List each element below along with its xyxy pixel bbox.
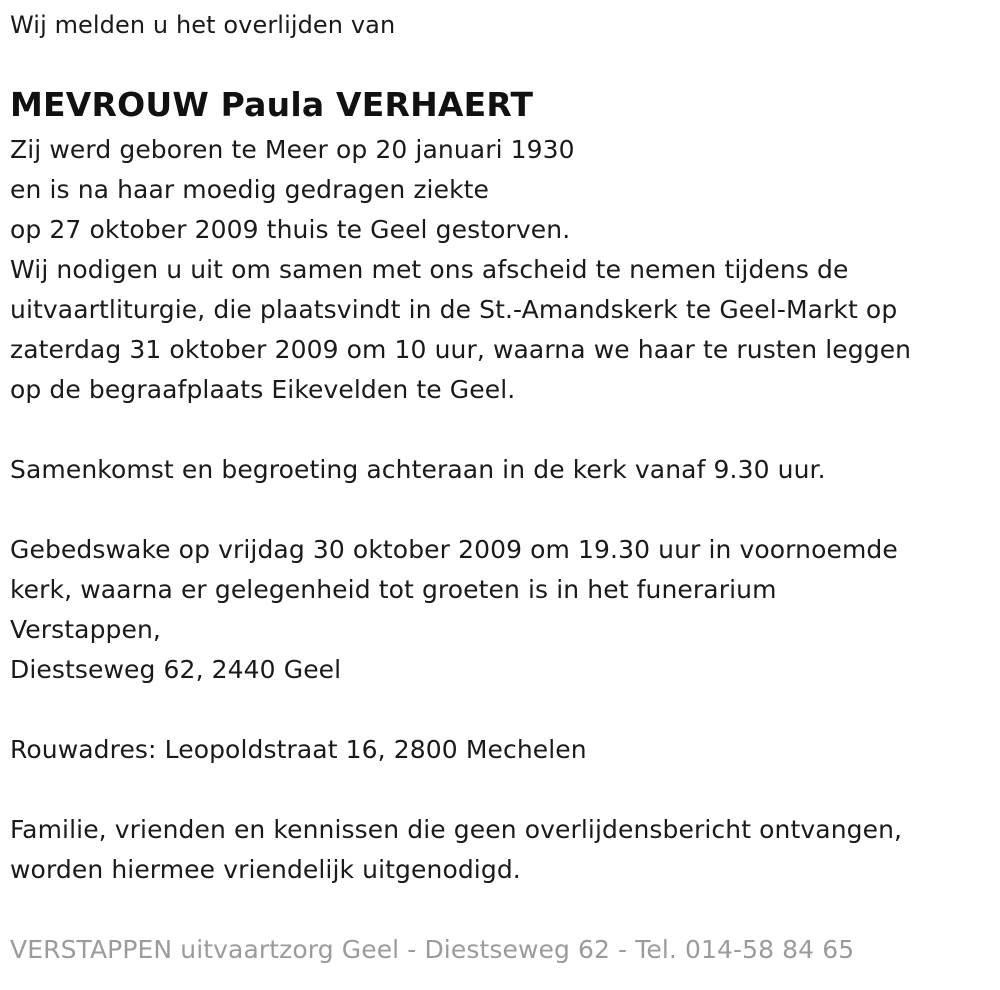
spacer [10, 490, 990, 530]
paragraph-line: Diestseweg 62, 2440 Geel [10, 655, 342, 684]
spacer [10, 890, 990, 930]
paragraph-line: kerk, waarna er gelegenheid tot groeten is in het funerarium [10, 575, 777, 604]
paragraph-line: worden hiermee vriendelijk uitgenodigd. [10, 855, 521, 884]
spacer [10, 690, 990, 730]
gathering-text: Samenkomst en begroeting achteraan in de kerk vanaf 9.30 uur. [10, 455, 826, 484]
funeral-home-footer: VERSTAPPEN uitvaartzorg Geel - Diestseweg 62 - Tel. 014-58 84 65 [10, 935, 855, 964]
paragraph-line: en is na haar moedig gedragen ziekte [10, 175, 490, 204]
intro-text: Wij melden u het overlijden van [10, 11, 396, 39]
paragraph-line: op de begraafplaats Eikevelden te Geel. [10, 375, 516, 404]
obituary-notice [10, 0, 990, 970]
paragraph-line: Gebedswake op vrijdag 30 oktober 2009 om 19.30 uur in voornoemde [10, 535, 898, 564]
paragraph-line: Familie, vrienden en kennissen die geen overlijdensbericht ontvangen, [10, 815, 903, 844]
mourning-address: Rouwadres: Leopoldstraat 16, 2800 Mechelen [10, 735, 587, 764]
birth-death-paragraph [10, 130, 990, 250]
paragraph-line: Zij werd geboren te Meer op 20 januari 1930 [10, 135, 575, 164]
spacer [10, 770, 990, 810]
paragraph-line: uitvaartliturgie, die plaatsvindt in de St.-Amandskerk te Geel-Markt op [10, 295, 898, 324]
paragraph-line: Wij nodigen u uit om samen met ons afscheid te nemen tijdens de [10, 255, 849, 284]
funeral-invitation-paragraph [10, 250, 990, 410]
spacer [10, 410, 990, 450]
paragraph-line: Verstappen, [10, 615, 161, 644]
paragraph-line: zaterdag 31 oktober 2009 om 10 uur, waarna we haar te rusten leggen [10, 335, 912, 364]
closing-paragraph [10, 810, 990, 890]
vigil-paragraph [10, 530, 990, 690]
paragraph-line: op 27 oktober 2009 thuis te Geel gestorven. [10, 215, 571, 244]
deceased-name: MEVROUW Paula VERHAERT [10, 85, 534, 124]
